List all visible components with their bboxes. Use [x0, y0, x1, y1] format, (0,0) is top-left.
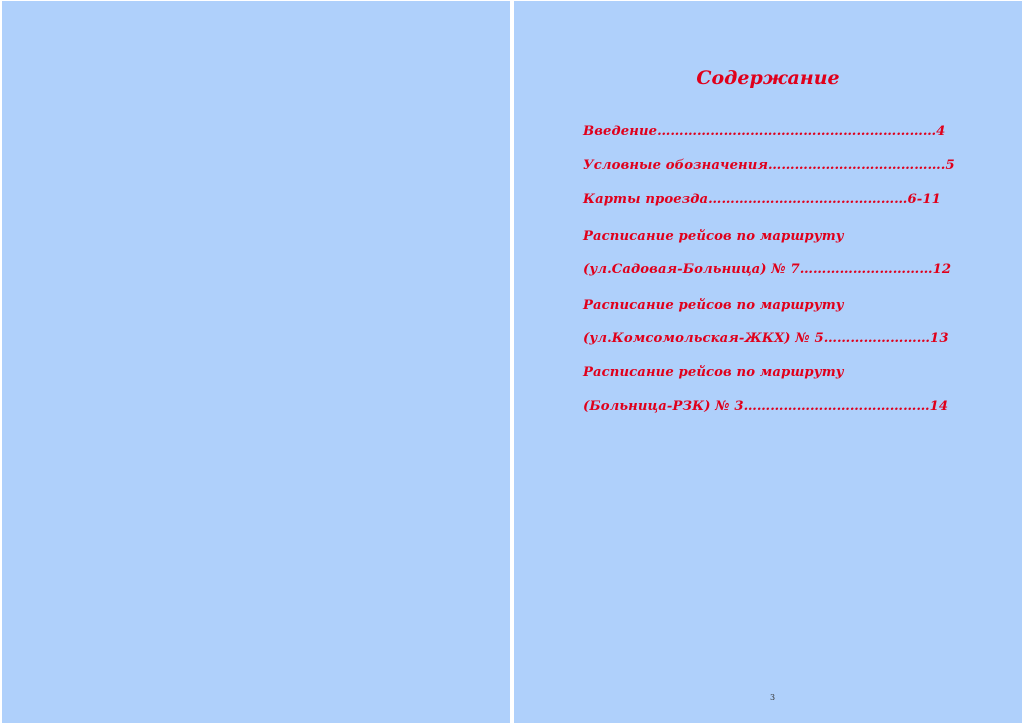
toc-entry-introduction: Введение………………………………………………………4	[583, 124, 946, 139]
page-number: 3	[770, 693, 776, 702]
toc-entry-route-5-heading: Расписание рейсов по маршруту	[583, 298, 844, 313]
toc-title: Содержание	[696, 67, 840, 89]
toc-entry-route-5: (ул.Комсомольская-ЖКХ) № 5……………………13	[583, 331, 949, 346]
toc-entry-route-3: (Больница-РЗК) № 3……………………………………14	[583, 399, 949, 414]
right-page	[514, 1, 1022, 723]
toc-entry-maps: Карты проезда………………………………………6-11	[583, 192, 941, 207]
toc-entry-legend: Условные обозначения………………………………….5	[583, 158, 955, 173]
toc-entry-route-7: (ул.Садовая-Больница) № 7…………………………12	[583, 262, 952, 277]
toc-entry-route-7-heading: Расписание рейсов по маршруту	[583, 229, 844, 244]
left-page	[2, 1, 510, 723]
toc-entry-route-3-heading: Расписание рейсов по маршруту	[583, 365, 844, 380]
